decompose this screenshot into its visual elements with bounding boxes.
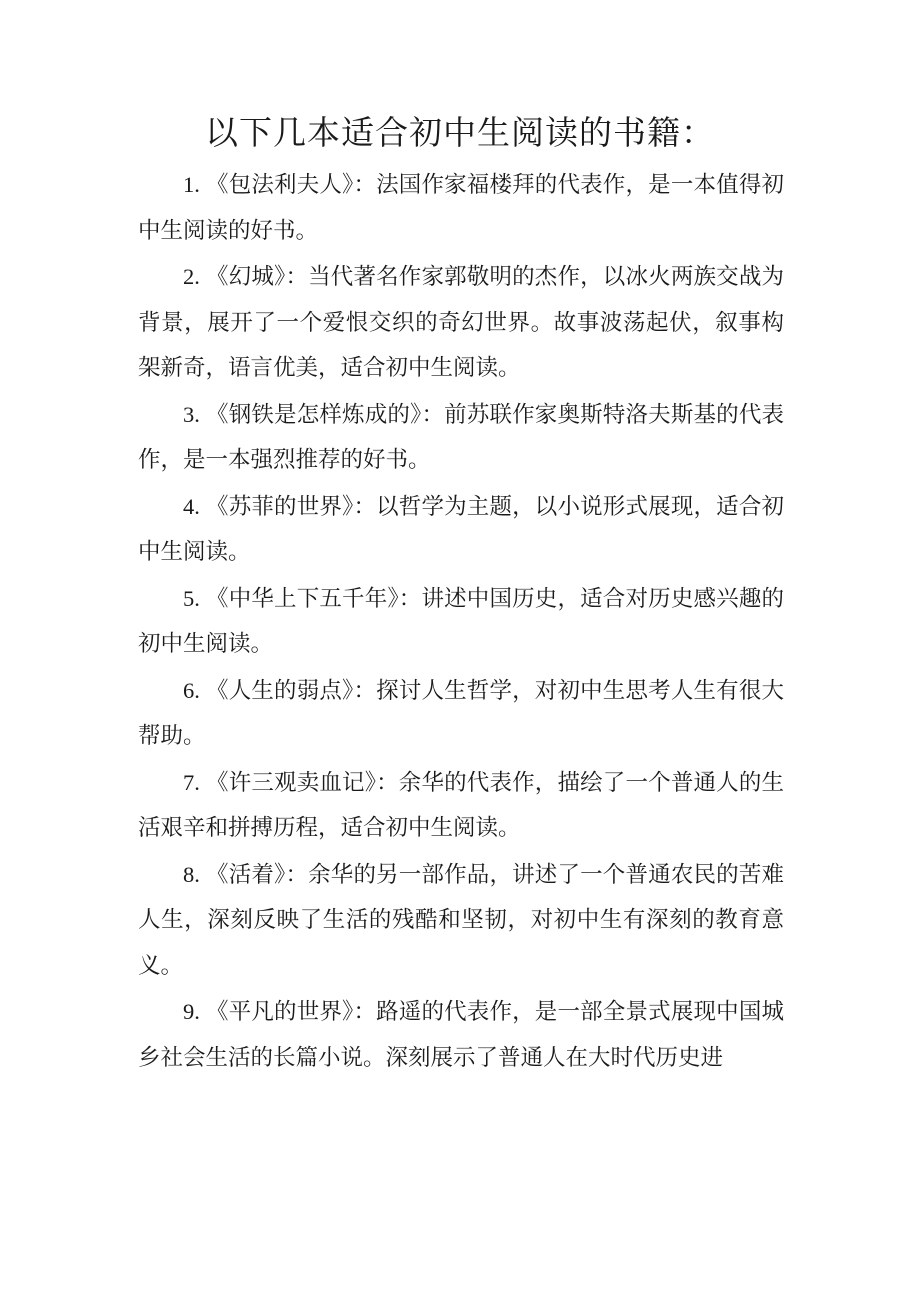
item-text: 《许三观卖血记》：余华的代表作，描绘了一个普通人的生活艰辛和拼搏历程，适合初中生阅读。	[138, 769, 784, 841]
item-text: 《平凡的世界》：路遥的代表作，是一部全景式展现中国城乡社会生活的长篇小说。深刻展示了普通人在大时代历史进	[138, 999, 784, 1071]
list-item	[138, 484, 784, 576]
item-text: 《钢铁是怎样炼成的》：前苏联作家奥斯特洛夫斯基的代表作，是一本强烈推荐的好书。	[138, 401, 784, 473]
item-text: 《包法利夫人》：法国作家福楼拜的代表作，是一本值得初中生阅读的好书。	[138, 172, 784, 244]
book-list	[138, 162, 784, 1081]
document-title: 以下几本适合初中生阅读的书籍：	[205, 113, 715, 152]
item-number: 4.	[183, 493, 200, 519]
item-number: 5.	[183, 585, 200, 611]
item-number: 9.	[183, 999, 200, 1024]
item-number: 3.	[183, 401, 200, 427]
item-number: 7.	[183, 769, 200, 795]
item-number: 8.	[183, 861, 200, 887]
item-text: 《幻城》：当代著名作家郭敬明的杰作，以冰火两族交战为背景，展开了一个爱恨交织的奇幻世界。故事波荡起伏，叙事构架新奇，语言优美，适合初中生阅读。	[138, 264, 784, 381]
list-item	[138, 760, 784, 852]
item-number: 2.	[183, 264, 200, 289]
list-item	[138, 254, 784, 392]
list-item	[138, 989, 784, 1081]
list-item	[138, 392, 784, 484]
list-item	[138, 576, 784, 668]
item-text: 《苏菲的世界》：以哲学为主题，以小说形式展现，适合初中生阅读。	[138, 493, 784, 565]
item-text: 《活着》：余华的另一部作品，讲述了一个普通农民的苦难人生，深刻反映了生活的残酷和坚韧，对初中生有深刻的教育意义。	[138, 861, 784, 979]
list-item	[138, 162, 784, 254]
item-text: 《中华上下五千年》：讲述中国历史，适合对历史感兴趣的初中生阅读。	[138, 585, 784, 657]
item-number: 1.	[183, 172, 200, 197]
item-text: 《人生的弱点》：探讨人生哲学，对初中生思考人生有很大帮助。	[138, 677, 784, 749]
item-number: 6.	[183, 677, 200, 703]
list-item	[138, 852, 784, 990]
list-item	[138, 668, 784, 760]
